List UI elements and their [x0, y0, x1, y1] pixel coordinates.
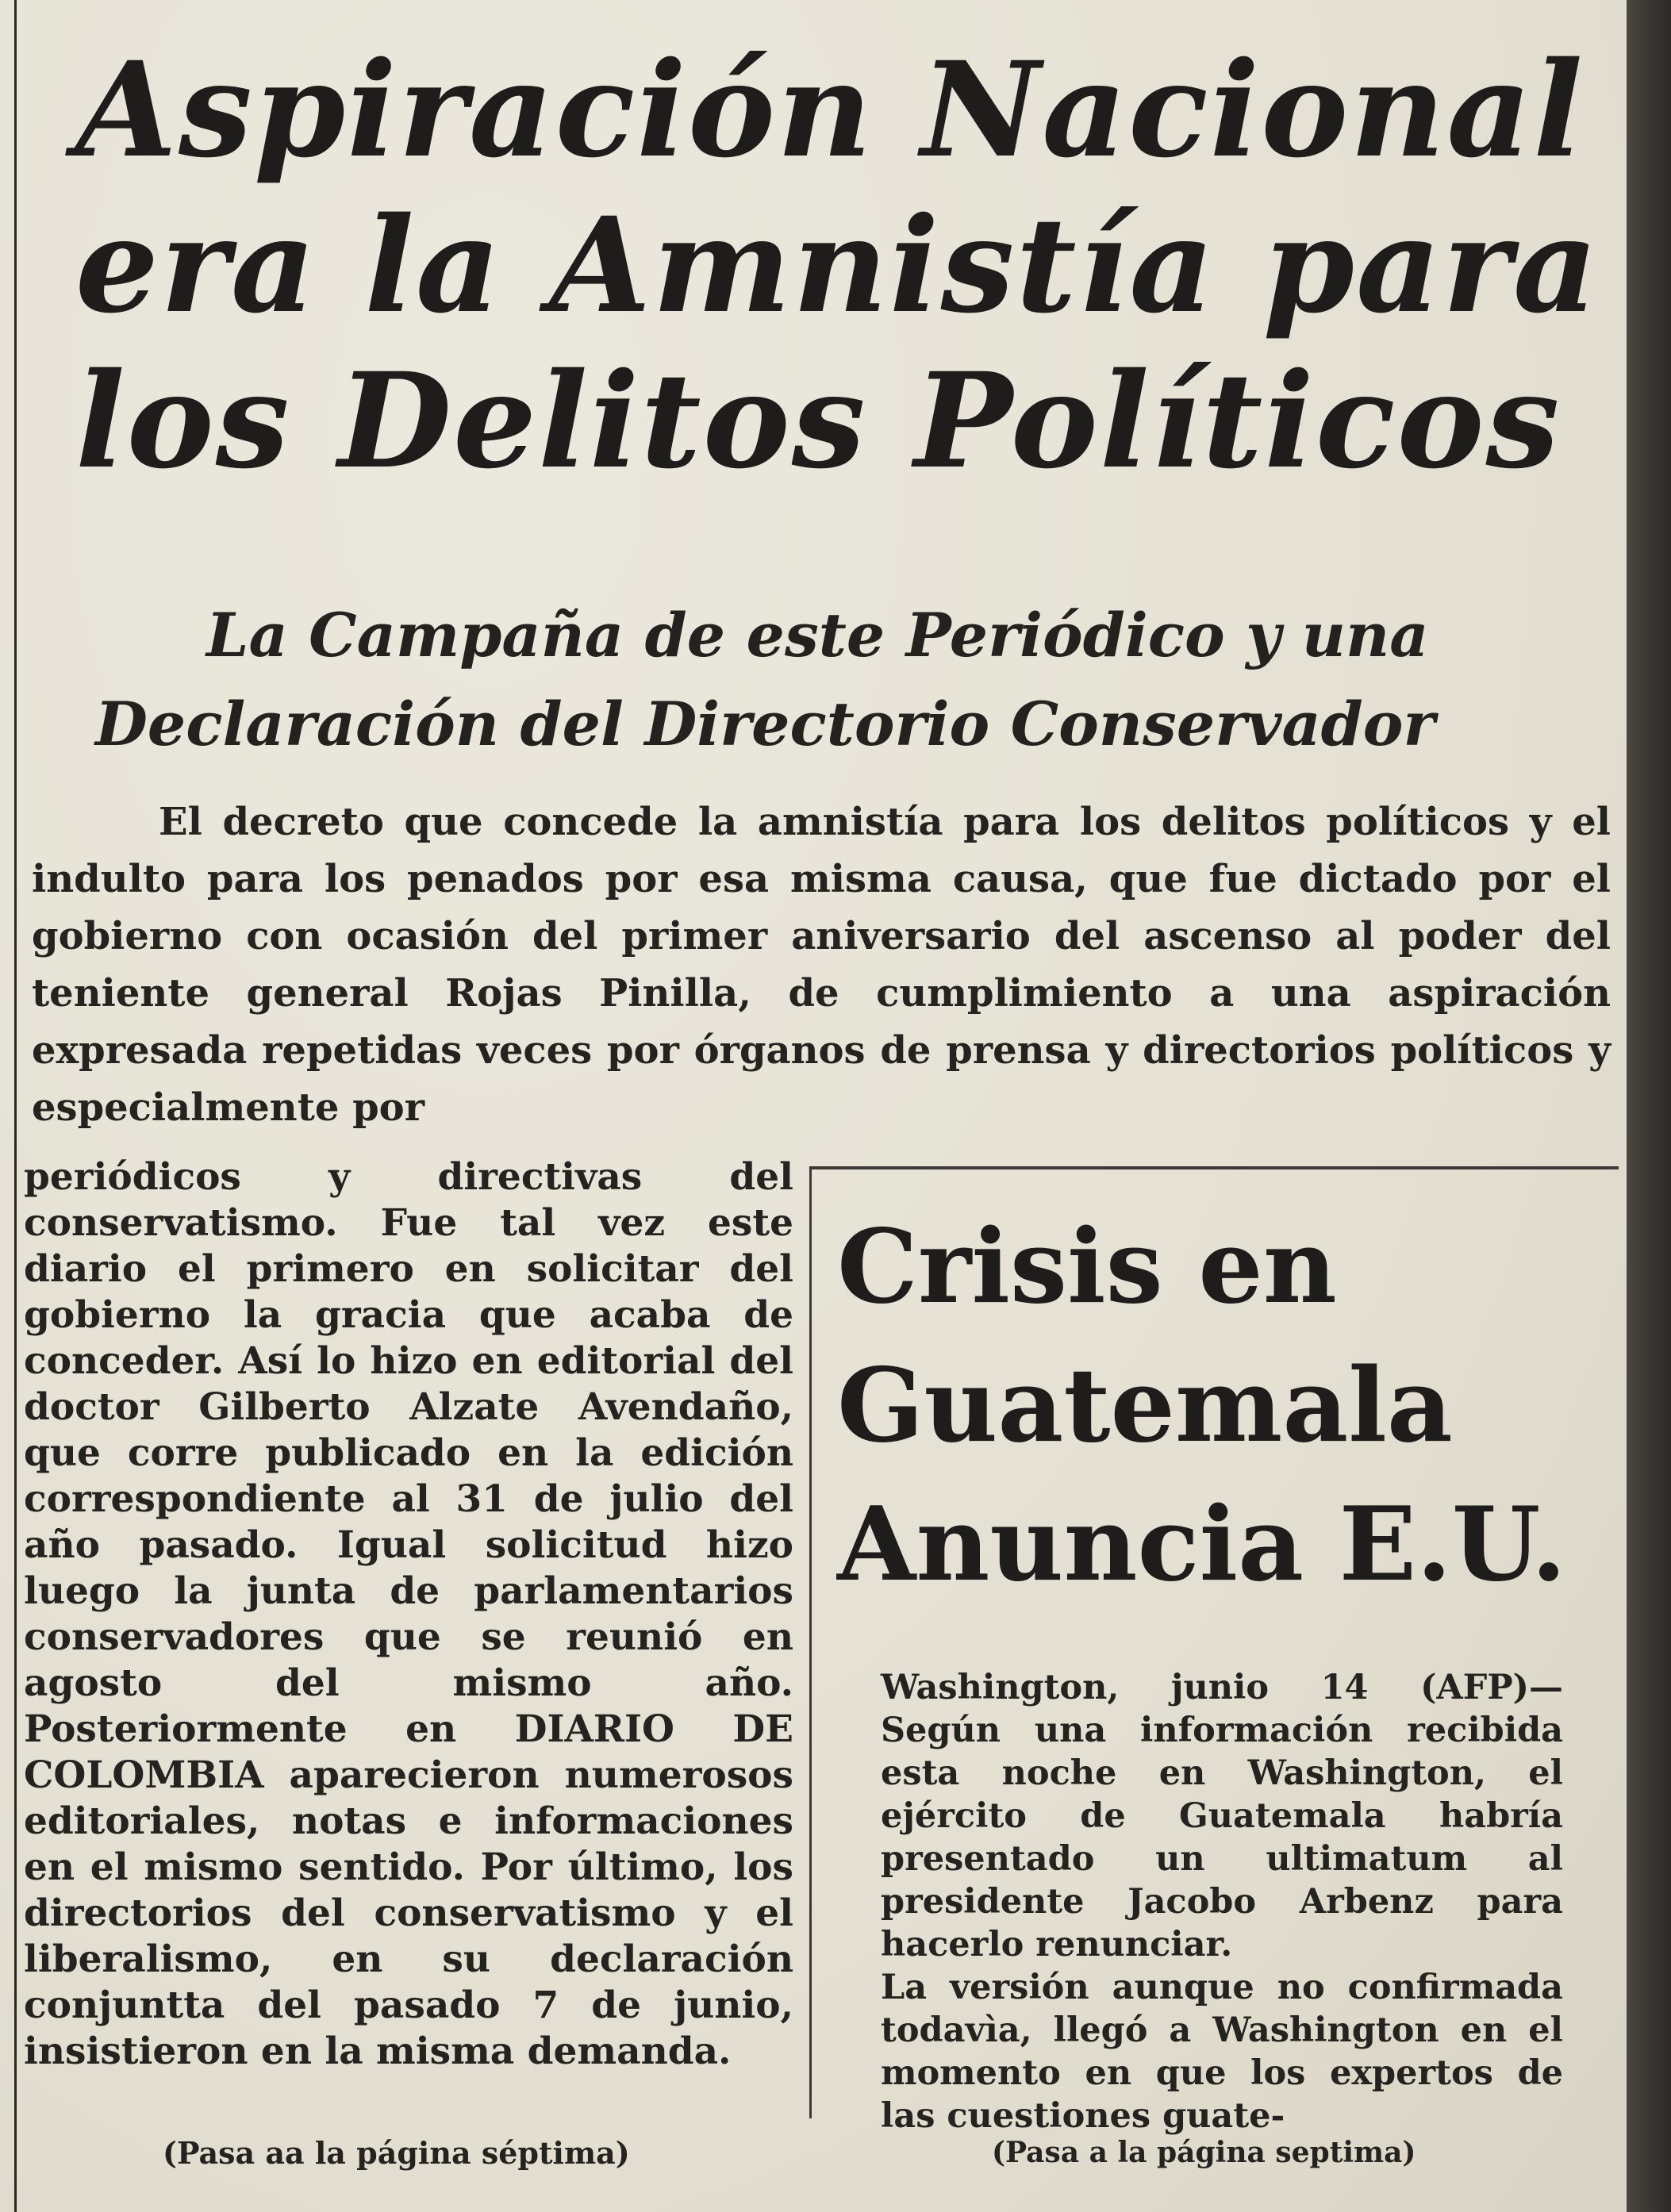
left-border-rule: [14, 0, 17, 2212]
crisis-headline: Crisis en Guatemala Anuncia E.U.: [837, 1208, 1567, 1604]
subheadline: [95, 591, 1619, 769]
crisis-paragraph-1: Washington, junio 14 (AFP)— Según una información recibida esta noche en Washington, el ejército de Guatemala habría presentado un ultimatum al presidente Jacobo Arbenz para hacerlo renunciar.: [881, 1668, 1563, 1964]
main-headline: Aspiración Nacional era la Amnistía para los Delitos Políticos: [75, 33, 1600, 497]
subheadline-line-1: La Campaña de este Periódico y una: [206, 600, 1429, 670]
subheadline-line-2: Declaración del Directorio Conservador: [95, 689, 1435, 759]
crisis-paragraph-2: La versión aunque no confirmada todavìa, llegó a Washington en el momento en que los expertos de las cuestiones guate-: [881, 1968, 1563, 2136]
crisis-article-body: [881, 1666, 1563, 2137]
crisis-continuation-note: (Pasa a la página septima): [992, 2136, 1416, 2169]
box-top-rule: [809, 1166, 1619, 1169]
column-divider: [809, 1166, 812, 2118]
left-column-text: periódicos y directivas del conservatismo. Fue tal vez este diario el primero en solicitar del gobierno la gracia que acaba de conceder. Así lo hizo en editorial del doctor Gilberto Alzate Avendaño, que corre publicado en la edición correspondiente al 31 de julio del año pasado. Igual solicitud hizo luego la junta de parlamentarios conservadores que se reunió en agosto del mismo año. Posteriormente en DIARIO DE COLOMBIA aparecieron numerosos editoriales, notas e informaciones en el mismo sentido. Por último, los directorios del conservatismo y el liberalismo, en su declaración conjuntta del pasado 7 de junio, insistieron en la misma demanda.: [24, 1155, 793, 2073]
background-edge: [1627, 0, 1671, 2212]
left-continuation-note: (Pasa aa la página séptima): [163, 2135, 630, 2171]
lead-paragraph: El decreto que concede la amnistía para los delitos políticos y el indulto para los penados por esa misma causa, que fue dictado por el gobierno con ocasión del primer aniversario del ascenso al poder del teniente general Rojas Pinilla, de cumplimiento a una aspiración expresada repetidas veces por órganos de prensa y directorios políticos y especialmente por: [32, 800, 1611, 1130]
